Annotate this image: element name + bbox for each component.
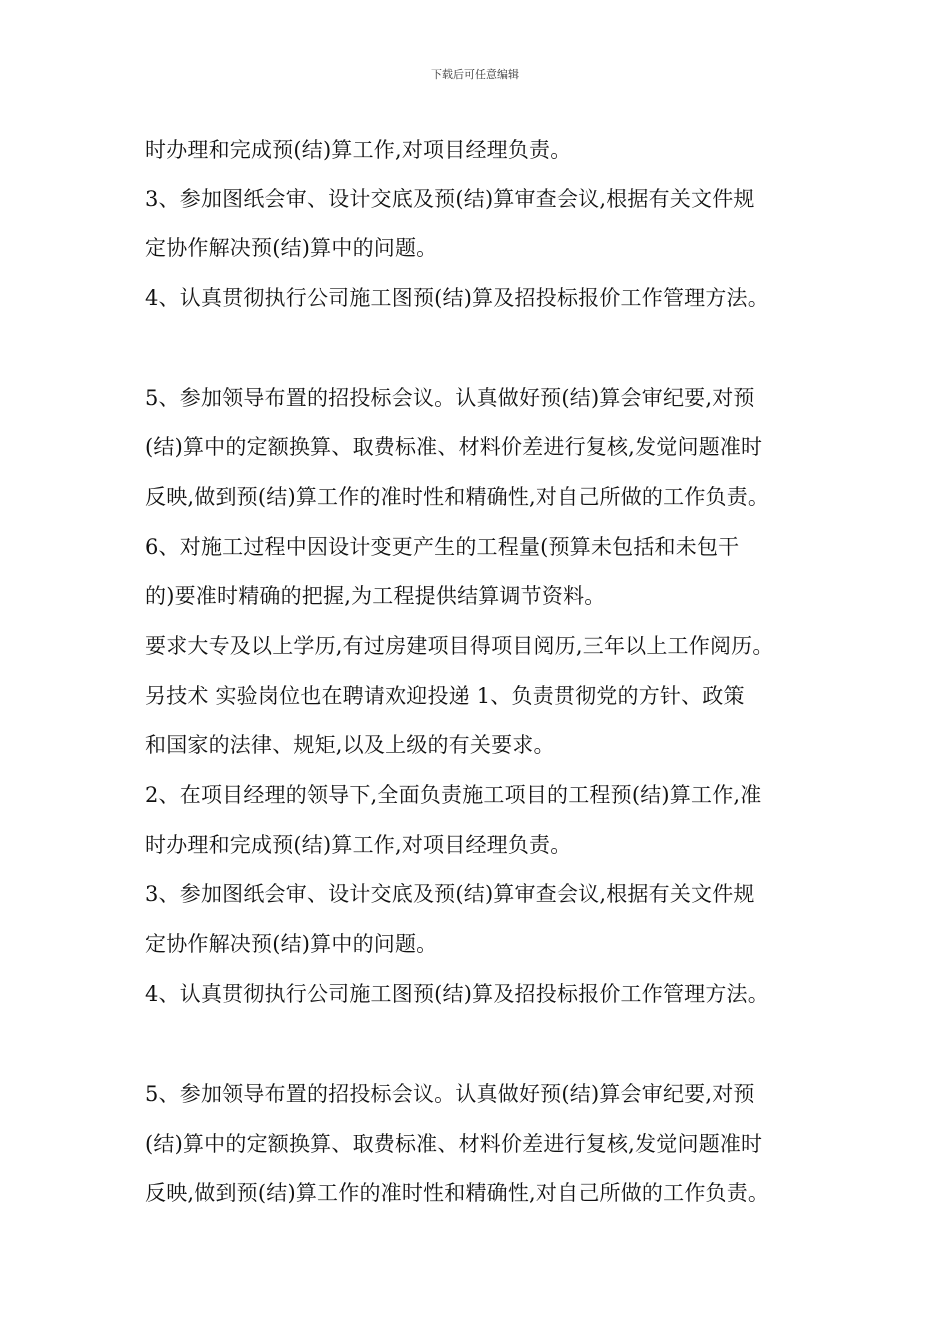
body-line: 另技术 实验岗位也在聘请欢迎投递 1、负责贯彻党的方针、政策 bbox=[145, 684, 745, 708]
body-line: 3、参加图纸会审、设计交底及预(结)算审查会议,根据有关文件规 bbox=[145, 882, 755, 906]
body-line: 6、对施工过程中因设计变更产生的工程量(预算未包括和未包干 bbox=[145, 535, 740, 559]
body-line: 和国家的法律、规矩,以及上级的有关要求。 bbox=[145, 733, 555, 757]
body-line: 时办理和完成预(结)算工作,对项目经理负责。 bbox=[145, 833, 572, 857]
body-line: 要求大专及以上学历,有过房建项目得项目阅历,三年以上工作阅历。 bbox=[145, 634, 774, 658]
body-line: 4、认真贯彻执行公司施工图预(结)算及招投标报价工作管理方法。 bbox=[145, 982, 769, 1006]
body-line: (结)算中的定额换算、取费标准、材料价差进行复核,发觉问题准时 bbox=[145, 1132, 763, 1156]
body-line: 2、在项目经理的领导下,全面负责施工项目的工程预(结)算工作,准 bbox=[145, 783, 762, 807]
body-line: 反映,做到预(结)算工作的准时性和精确性,对自己所做的工作负责。 bbox=[145, 485, 770, 509]
body-line: 定协作解决预(结)算中的问题。 bbox=[145, 236, 438, 260]
body-line: (结)算中的定额换算、取费标准、材料价差进行复核,发觉问题准时 bbox=[145, 435, 763, 459]
body-line: 3、参加图纸会审、设计交底及预(结)算审查会议,根据有关文件规 bbox=[145, 187, 755, 211]
body-line: 定协作解决预(结)算中的问题。 bbox=[145, 932, 438, 956]
body-line: 5、参加领导布置的招投标会议。认真做好预(结)算会审纪要,对预 bbox=[145, 386, 755, 410]
body-line: 反映,做到预(结)算工作的准时性和精确性,对自己所做的工作负责。 bbox=[145, 1181, 770, 1205]
page-header-note: 下载后可任意编辑 bbox=[431, 68, 519, 81]
body-line: 5、参加领导布置的招投标会议。认真做好预(结)算会审纪要,对预 bbox=[145, 1082, 755, 1106]
body-line: 4、认真贯彻执行公司施工图预(结)算及招投标报价工作管理方法。 bbox=[145, 286, 769, 310]
body-line: 的)要准时精确的把握,为工程提供结算调节资料。 bbox=[145, 584, 606, 608]
body-line: 时办理和完成预(结)算工作,对项目经理负责。 bbox=[145, 138, 572, 162]
